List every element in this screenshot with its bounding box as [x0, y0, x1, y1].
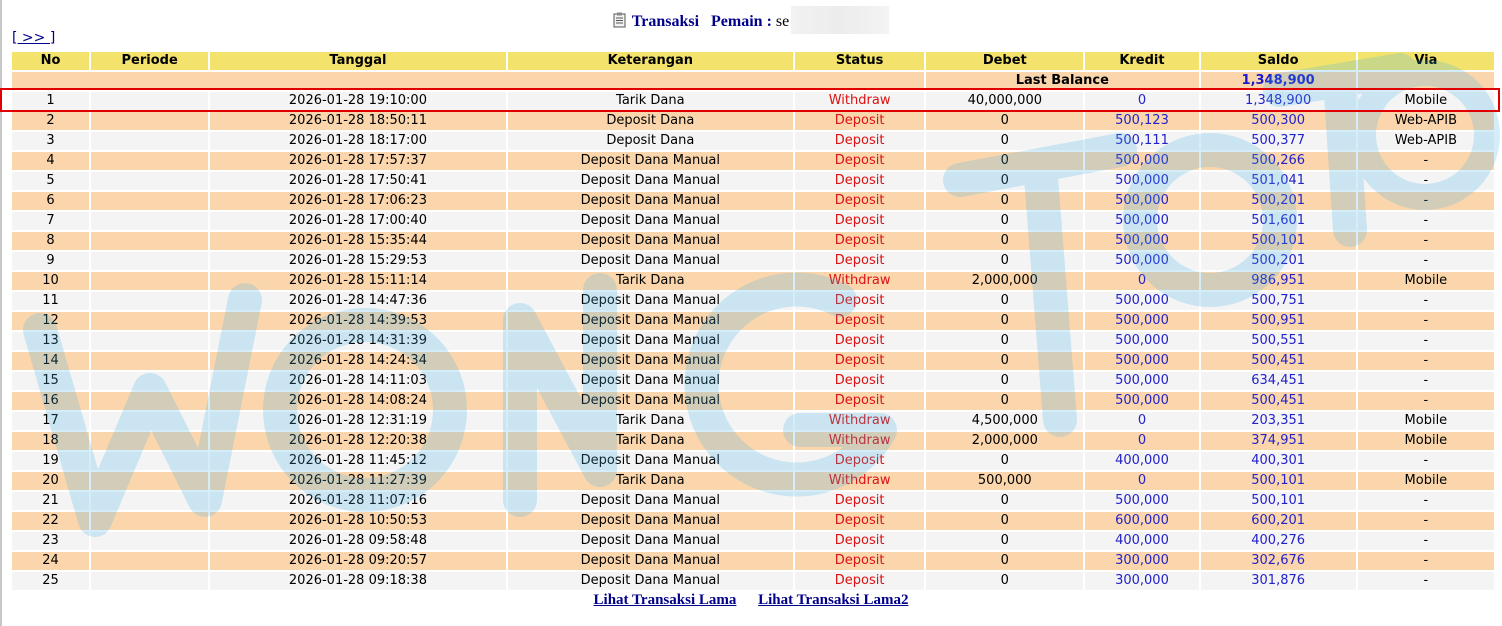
- cell-kredit: 0: [1085, 472, 1198, 490]
- cell-tanggal: 2026-01-28 19:10:00: [210, 92, 505, 110]
- column-header-tanggal: Tanggal: [210, 52, 505, 70]
- cell-via: -: [1358, 372, 1494, 390]
- cell-debet: 4,500,000: [926, 412, 1083, 430]
- cell-kredit: 0: [1085, 92, 1198, 110]
- cell-debet: 0: [926, 152, 1083, 170]
- table-row: [12, 192, 1494, 210]
- cell-via: -: [1358, 232, 1494, 250]
- cell-debet: 0: [926, 512, 1083, 530]
- cell-periode: [91, 392, 208, 410]
- cell-kredit: 0: [1085, 432, 1198, 450]
- table-row: [12, 92, 1494, 110]
- cell-keterangan: Deposit Dana Manual: [508, 552, 793, 570]
- cell-tanggal: 2026-01-28 17:06:23: [210, 192, 505, 210]
- cell-periode: [91, 432, 208, 450]
- table-row: [12, 212, 1494, 230]
- cell-saldo: 500,201: [1201, 252, 1356, 270]
- cell-periode: [91, 312, 208, 330]
- cell-debet: 0: [926, 132, 1083, 150]
- cell-saldo: 500,300: [1201, 112, 1356, 130]
- cell-saldo: 500,201: [1201, 192, 1356, 210]
- cell-saldo: 400,276: [1201, 532, 1356, 550]
- cell-tanggal: 2026-01-28 14:11:03: [210, 372, 505, 390]
- cell-kredit: 500,000: [1085, 252, 1198, 270]
- table-row: [12, 172, 1494, 190]
- cell-via: -: [1358, 252, 1494, 270]
- table-row: [12, 472, 1494, 490]
- cell-no: 9: [12, 252, 89, 270]
- cell-status: Withdraw: [795, 432, 924, 450]
- cell-via: -: [1358, 212, 1494, 230]
- cell-kredit: 600,000: [1085, 512, 1198, 530]
- cell-debet: 0: [926, 392, 1083, 410]
- cell-keterangan: Deposit Dana Manual: [508, 352, 793, 370]
- cell-periode: [91, 212, 208, 230]
- cell-status: Withdraw: [795, 412, 924, 430]
- cell-no: 4: [12, 152, 89, 170]
- cell-periode: [91, 412, 208, 430]
- cell-keterangan: Deposit Dana: [508, 132, 793, 150]
- cell-status: Withdraw: [795, 472, 924, 490]
- cell-saldo: 500,101: [1201, 232, 1356, 250]
- cell-via: -: [1358, 172, 1494, 190]
- cell-via: -: [1358, 572, 1494, 590]
- column-header-no: No: [12, 52, 89, 70]
- cell-status: Deposit: [795, 232, 924, 250]
- cell-kredit: 400,000: [1085, 452, 1198, 470]
- cell-no: 15: [12, 372, 89, 390]
- cell-tanggal: 2026-01-28 14:47:36: [210, 292, 505, 310]
- cell-keterangan: Deposit Dana Manual: [508, 532, 793, 550]
- cell-periode: [91, 532, 208, 550]
- footer-links: [0, 592, 1502, 609]
- cell-saldo: 203,351: [1201, 412, 1356, 430]
- cell-periode: [91, 112, 208, 130]
- cell-no: 16: [12, 392, 89, 410]
- cell-status: Deposit: [795, 552, 924, 570]
- cell-status: Deposit: [795, 392, 924, 410]
- cell-status: Deposit: [795, 492, 924, 510]
- cell-saldo: 501,601: [1201, 212, 1356, 230]
- cell-saldo: 500,266: [1201, 152, 1356, 170]
- cell-keterangan: Tarik Dana: [508, 432, 793, 450]
- cell-tanggal: 2026-01-28 18:17:00: [210, 132, 505, 150]
- cell-periode: [91, 172, 208, 190]
- cell-no: 24: [12, 552, 89, 570]
- transaction-table: [10, 50, 1496, 592]
- table-row: [12, 392, 1494, 410]
- cell-no: 10: [12, 272, 89, 290]
- cell-no: 3: [12, 132, 89, 150]
- cell-debet: 40,000,000: [926, 92, 1083, 110]
- cell-via: Web-APIB: [1358, 132, 1494, 150]
- cell-tanggal: 2026-01-28 11:27:39: [210, 472, 505, 490]
- table-row: [12, 112, 1494, 130]
- cell-kredit: 500,000: [1085, 392, 1198, 410]
- cell-kredit: 500,000: [1085, 332, 1198, 350]
- cell-kredit: 0: [1085, 412, 1198, 430]
- cell-tanggal: 2026-01-28 10:50:53: [210, 512, 505, 530]
- cell-keterangan: Deposit Dana Manual: [508, 212, 793, 230]
- cell-status: Deposit: [795, 152, 924, 170]
- cell-kredit: 0: [1085, 272, 1198, 290]
- cell-no: 19: [12, 452, 89, 470]
- cell-status: Deposit: [795, 252, 924, 270]
- cell-via: Mobile: [1358, 432, 1494, 450]
- cell-keterangan: Deposit Dana Manual: [508, 452, 793, 470]
- cell-keterangan: Deposit Dana Manual: [508, 572, 793, 590]
- cell-kredit: 500,000: [1085, 152, 1198, 170]
- cell-status: Deposit: [795, 172, 924, 190]
- cell-kredit: 500,000: [1085, 492, 1198, 510]
- cell-via: -: [1358, 312, 1494, 330]
- redacted-player-name: [791, 6, 889, 34]
- cell-tanggal: 2026-01-28 17:50:41: [210, 172, 505, 190]
- cell-no: 23: [12, 532, 89, 550]
- cell-status: Deposit: [795, 112, 924, 130]
- cell-status: Deposit: [795, 312, 924, 330]
- last-balance-label: Last Balance: [926, 72, 1198, 90]
- column-header-kredit: Kredit: [1085, 52, 1198, 70]
- cell-periode: [91, 92, 208, 110]
- cell-tanggal: 2026-01-28 09:18:38: [210, 572, 505, 590]
- table-row: [12, 552, 1494, 570]
- cell-periode: [91, 352, 208, 370]
- cell-debet: 0: [926, 292, 1083, 310]
- cell-keterangan: Deposit Dana: [508, 112, 793, 130]
- column-header-status: Status: [795, 52, 924, 70]
- cell-keterangan: Deposit Dana Manual: [508, 512, 793, 530]
- cell-saldo: 600,201: [1201, 512, 1356, 530]
- cell-saldo: 500,451: [1201, 392, 1356, 410]
- cell-periode: [91, 492, 208, 510]
- cell-status: Deposit: [795, 572, 924, 590]
- cell-debet: 0: [926, 172, 1083, 190]
- cell-via: -: [1358, 552, 1494, 570]
- cell-status: Deposit: [795, 372, 924, 390]
- table-row: [12, 492, 1494, 510]
- cell-kredit: 500,000: [1085, 212, 1198, 230]
- cell-status: Deposit: [795, 512, 924, 530]
- cell-kredit: 500,000: [1085, 312, 1198, 330]
- cell-keterangan: Deposit Dana Manual: [508, 292, 793, 310]
- cell-no: 21: [12, 492, 89, 510]
- cell-kredit: 500,000: [1085, 292, 1198, 310]
- cell-saldo: 500,451: [1201, 352, 1356, 370]
- cell-no: 5: [12, 172, 89, 190]
- table-row: [12, 512, 1494, 530]
- last-balance-row: [12, 72, 1494, 90]
- table-row: [12, 452, 1494, 470]
- cell-no: 13: [12, 332, 89, 350]
- cell-via: -: [1358, 532, 1494, 550]
- cell-via: Mobile: [1358, 472, 1494, 490]
- cell-keterangan: Deposit Dana Manual: [508, 372, 793, 390]
- clipboard-icon: [613, 12, 626, 28]
- cell-saldo: 400,301: [1201, 452, 1356, 470]
- cell-kredit: 500,000: [1085, 192, 1198, 210]
- cell-tanggal: 2026-01-28 09:58:48: [210, 532, 505, 550]
- cell-no: 1: [12, 92, 89, 110]
- cell-saldo: 500,377: [1201, 132, 1356, 150]
- cell-saldo: 500,551: [1201, 332, 1356, 350]
- cell-keterangan: Deposit Dana Manual: [508, 172, 793, 190]
- cell-tanggal: 2026-01-28 17:00:40: [210, 212, 505, 230]
- cell-tanggal: 2026-01-28 15:11:14: [210, 272, 505, 290]
- cell-keterangan: Tarik Dana: [508, 272, 793, 290]
- cell-saldo: 302,676: [1201, 552, 1356, 570]
- cell-debet: 0: [926, 372, 1083, 390]
- cell-saldo: 500,101: [1201, 472, 1356, 490]
- cell-status: Deposit: [795, 132, 924, 150]
- cell-debet: 0: [926, 192, 1083, 210]
- cell-debet: 0: [926, 492, 1083, 510]
- cell-via: -: [1358, 392, 1494, 410]
- cell-tanggal: 2026-01-28 18:50:11: [210, 112, 505, 130]
- cell-kredit: 300,000: [1085, 572, 1198, 590]
- cell-debet: 2,000,000: [926, 432, 1083, 450]
- cell-via: -: [1358, 352, 1494, 370]
- cell-no: 6: [12, 192, 89, 210]
- cell-no: 8: [12, 232, 89, 250]
- cell-no: 18: [12, 432, 89, 450]
- cell-periode: [91, 452, 208, 470]
- cell-saldo: 500,951: [1201, 312, 1356, 330]
- old-transactions-link[interactable]: Lihat Transaksi Lama: [593, 592, 737, 608]
- cell-no: 20: [12, 472, 89, 490]
- cell-tanggal: 2026-01-28 14:39:53: [210, 312, 505, 330]
- cell-no: 17: [12, 412, 89, 430]
- cell-saldo: 634,451: [1201, 372, 1356, 390]
- cell-saldo: 500,751: [1201, 292, 1356, 310]
- table-row: [12, 352, 1494, 370]
- cell-kredit: 500,000: [1085, 372, 1198, 390]
- cell-status: Deposit: [795, 332, 924, 350]
- cell-saldo: 986,951: [1201, 272, 1356, 290]
- column-header-periode: Periode: [91, 52, 208, 70]
- cell-keterangan: Tarik Dana: [508, 92, 793, 110]
- cell-tanggal: 2026-01-28 12:31:19: [210, 412, 505, 430]
- cell-saldo: 501,041: [1201, 172, 1356, 190]
- cell-keterangan: Tarik Dana: [508, 472, 793, 490]
- cell-status: Withdraw: [795, 92, 924, 110]
- player-label: Pemain :: [711, 13, 772, 30]
- cell-tanggal: 2026-01-28 14:31:39: [210, 332, 505, 350]
- cell-keterangan: Deposit Dana Manual: [508, 232, 793, 250]
- table-header-row: [12, 52, 1494, 70]
- cell-debet: 0: [926, 312, 1083, 330]
- table-row: [12, 312, 1494, 330]
- cell-via: -: [1358, 152, 1494, 170]
- cell-tanggal: 2026-01-28 17:57:37: [210, 152, 505, 170]
- cell-periode: [91, 152, 208, 170]
- cell-via: -: [1358, 452, 1494, 470]
- cell-periode: [91, 192, 208, 210]
- cell-keterangan: Deposit Dana Manual: [508, 392, 793, 410]
- cell-periode: [91, 272, 208, 290]
- cell-via: -: [1358, 492, 1494, 510]
- column-header-via: Via: [1358, 52, 1494, 70]
- cell-status: Deposit: [795, 352, 924, 370]
- cell-status: Deposit: [795, 532, 924, 550]
- cell-kredit: 300,000: [1085, 552, 1198, 570]
- cell-saldo: 1,348,900: [1201, 92, 1356, 110]
- cell-saldo: 374,951: [1201, 432, 1356, 450]
- cell-kredit: 500,111: [1085, 132, 1198, 150]
- cell-kredit: 500,123: [1085, 112, 1198, 130]
- cell-tanggal: 2026-01-28 15:35:44: [210, 232, 505, 250]
- cell-kredit: 500,000: [1085, 172, 1198, 190]
- cell-keterangan: Deposit Dana Manual: [508, 192, 793, 210]
- cell-debet: 0: [926, 552, 1083, 570]
- cell-no: 7: [12, 212, 89, 230]
- cell-tanggal: 2026-01-28 09:20:57: [210, 552, 505, 570]
- cell-via: Mobile: [1358, 92, 1494, 110]
- cell-periode: [91, 252, 208, 270]
- cell-no: 22: [12, 512, 89, 530]
- cell-kredit: 500,000: [1085, 352, 1198, 370]
- cell-status: Deposit: [795, 292, 924, 310]
- table-row: [12, 412, 1494, 430]
- cell-tanggal: 2026-01-28 11:45:12: [210, 452, 505, 470]
- cell-tanggal: 2026-01-28 14:24:34: [210, 352, 505, 370]
- table-row: [12, 132, 1494, 150]
- cell-debet: 500,000: [926, 472, 1083, 490]
- cell-keterangan: Deposit Dana Manual: [508, 332, 793, 350]
- cell-tanggal: 2026-01-28 14:08:24: [210, 392, 505, 410]
- cell-keterangan: Deposit Dana Manual: [508, 252, 793, 270]
- table-row: [12, 372, 1494, 390]
- cell-no: 11: [12, 292, 89, 310]
- cell-via: Mobile: [1358, 412, 1494, 430]
- cell-keterangan: Deposit Dana Manual: [508, 152, 793, 170]
- cell-debet: 2,000,000: [926, 272, 1083, 290]
- cell-no: 12: [12, 312, 89, 330]
- next-page-link[interactable]: [ >> ]: [12, 30, 56, 46]
- cell-periode: [91, 292, 208, 310]
- column-header-debet: Debet: [926, 52, 1083, 70]
- cell-debet: 0: [926, 252, 1083, 270]
- cell-debet: 0: [926, 212, 1083, 230]
- table-row: [12, 152, 1494, 170]
- cell-periode: [91, 552, 208, 570]
- cell-periode: [91, 572, 208, 590]
- cell-periode: [91, 132, 208, 150]
- cell-debet: 0: [926, 352, 1083, 370]
- cell-via: -: [1358, 332, 1494, 350]
- cell-kredit: 400,000: [1085, 532, 1198, 550]
- column-header-keterangan: Keterangan: [508, 52, 793, 70]
- table-row: [12, 292, 1494, 310]
- last-balance-via: [1358, 72, 1494, 90]
- cell-no: 25: [12, 572, 89, 590]
- page-left-border: [0, 0, 2, 626]
- cell-status: Withdraw: [795, 272, 924, 290]
- column-header-saldo: Saldo: [1201, 52, 1356, 70]
- page-header: [0, 6, 1502, 30]
- last-balance-spacer: [12, 72, 924, 90]
- old-transactions-2-link[interactable]: Lihat Transaksi Lama2: [758, 592, 909, 608]
- cell-saldo: 500,101: [1201, 492, 1356, 510]
- cell-periode: [91, 512, 208, 530]
- cell-keterangan: Tarik Dana: [508, 412, 793, 430]
- table-row: [12, 272, 1494, 290]
- cell-no: 2: [12, 112, 89, 130]
- cell-periode: [91, 232, 208, 250]
- table-row: [12, 572, 1494, 590]
- cell-status: Deposit: [795, 452, 924, 470]
- table-row: [12, 232, 1494, 250]
- cell-no: 14: [12, 352, 89, 370]
- cell-status: Deposit: [795, 192, 924, 210]
- cell-kredit: 500,000: [1085, 232, 1198, 250]
- cell-tanggal: 2026-01-28 15:29:53: [210, 252, 505, 270]
- page-title: Transaksi: [631, 13, 700, 30]
- table-row: [12, 332, 1494, 350]
- cell-keterangan: Deposit Dana Manual: [508, 492, 793, 510]
- cell-debet: 0: [926, 332, 1083, 350]
- cell-keterangan: Deposit Dana Manual: [508, 312, 793, 330]
- table-row: [12, 532, 1494, 550]
- cell-debet: 0: [926, 572, 1083, 590]
- cell-debet: 0: [926, 452, 1083, 470]
- cell-via: -: [1358, 292, 1494, 310]
- cell-debet: 0: [926, 112, 1083, 130]
- cell-saldo: 301,876: [1201, 572, 1356, 590]
- player-name: se: [775, 13, 790, 30]
- table-row: [12, 252, 1494, 270]
- cell-periode: [91, 332, 208, 350]
- cell-periode: [91, 472, 208, 490]
- last-balance-value: 1,348,900: [1201, 72, 1356, 90]
- cell-via: -: [1358, 192, 1494, 210]
- cell-status: Deposit: [795, 212, 924, 230]
- cell-tanggal: 2026-01-28 11:07:16: [210, 492, 505, 510]
- cell-via: -: [1358, 512, 1494, 530]
- cell-periode: [91, 372, 208, 390]
- cell-debet: 0: [926, 232, 1083, 250]
- cell-via: Mobile: [1358, 272, 1494, 290]
- table-row: [12, 432, 1494, 450]
- cell-debet: 0: [926, 532, 1083, 550]
- cell-tanggal: 2026-01-28 12:20:38: [210, 432, 505, 450]
- cell-via: Web-APIB: [1358, 112, 1494, 130]
